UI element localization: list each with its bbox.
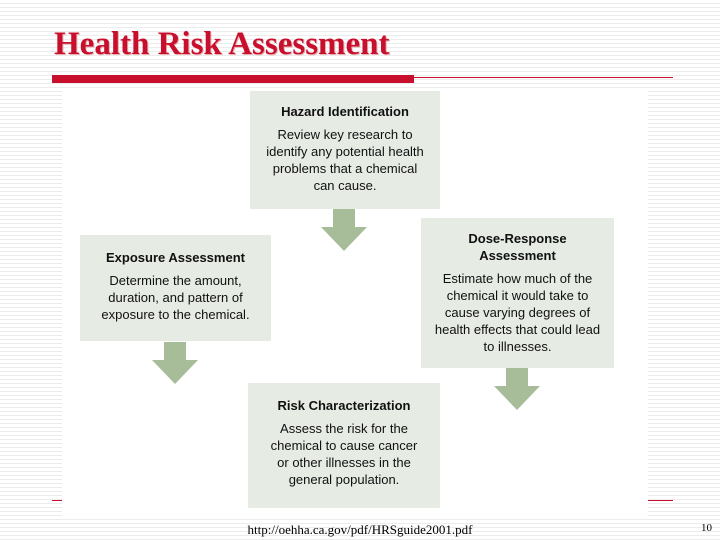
hazard-identification-box (250, 91, 440, 209)
exposure-assessment-title: Exposure Assessment (106, 250, 245, 265)
risk-characterization-box (248, 383, 440, 508)
exposure-assessment-box (80, 235, 271, 341)
hazard-identification-description: Review key research to identify any potential health problems that a chemical can cause. (266, 127, 424, 193)
bottom-left-rule (52, 500, 62, 501)
risk-characterization-title: Risk Characterization (277, 398, 411, 413)
dose-response-assessment-title: Dose-Response Assessment (468, 231, 567, 263)
dose-response-assessment-description: Estimate how much of the chemical it would take to cause varying degrees of health effects that could lead to illnesses. (434, 271, 601, 354)
exposure-assessment-description: Determine the amount, duration, and pattern of exposure to the chemical. (101, 273, 250, 322)
arrow-down-icon (321, 209, 367, 251)
hazard-identification-title: Hazard Identification (281, 104, 409, 119)
title-underline-bar (52, 75, 414, 83)
title-underline-rule (414, 77, 673, 78)
risk-characterization-description: Assess the risk for the chemical to cause cancer or other illnesses in the general population. (270, 421, 418, 487)
risk-assessment-diagram (62, 88, 648, 518)
arrow-down-icon (494, 368, 540, 410)
source-url[interactable]: http://oehha.ca.gov/pdf/HRSguide2001.pdf (247, 522, 473, 537)
slide-title: Health Risk Assessment (54, 26, 390, 62)
dose-response-assessment-box (421, 218, 614, 368)
arrow-down-icon (152, 342, 198, 384)
bottom-right-rule (648, 500, 673, 501)
page-number: 10 (701, 522, 712, 534)
